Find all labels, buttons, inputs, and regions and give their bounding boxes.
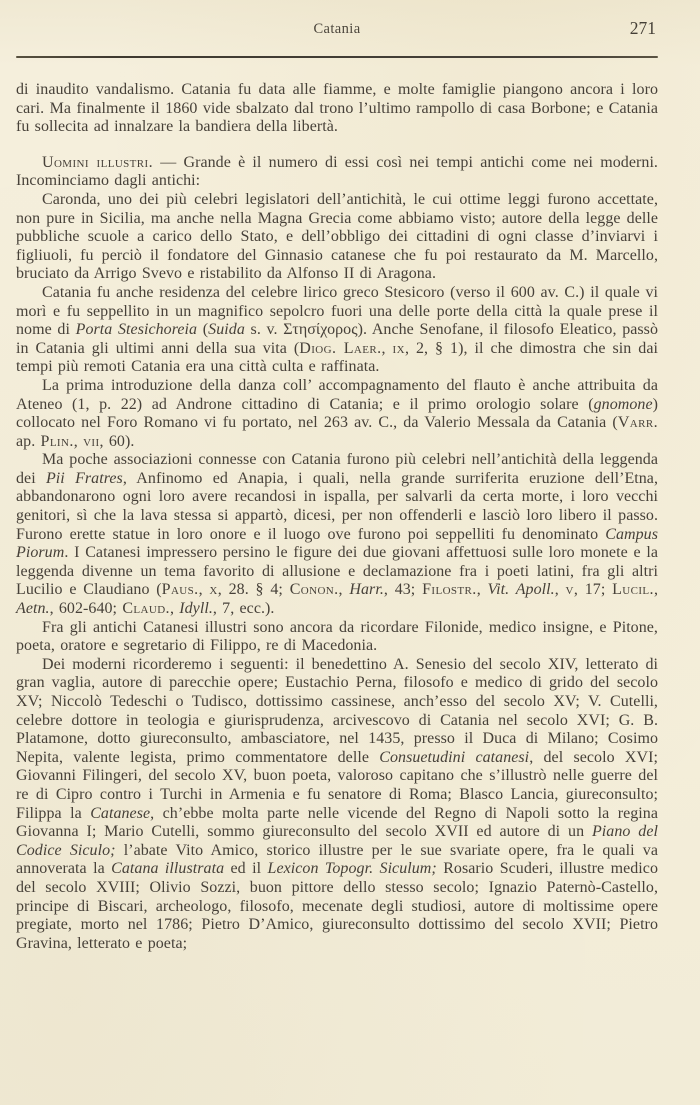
text-run: Conon. xyxy=(289,581,339,599)
paragraph xyxy=(16,81,658,137)
text-run: . I Catanesi impressero persino le figure dei due giovani affettuosi sulle loro monete e la leggenda divenne un tema favorito di allusione e declamazione fra i poeti latini, fra gli altri Lucilio e Claudiano ( xyxy=(16,544,658,599)
text-run: La prima introduzione della danza coll’ accompagnamento del flauto è anche attribuita da Ateneo (1, p. 22) ad Androne cittadino di Catania; e il primo orologio solare ( xyxy=(16,376,658,413)
text-run: — Grande è il numero di essi così nei tempi antichi come nei moderni. Incominciamo dagli antichi: xyxy=(16,153,658,190)
text-run: Filostr. xyxy=(422,581,477,599)
text-run: , xyxy=(169,600,180,618)
text-run: , xyxy=(476,581,488,599)
page-number: 271 xyxy=(629,18,656,38)
text-run: , xyxy=(653,581,659,599)
text-run: Lucil. xyxy=(612,581,654,599)
text-run: Pii Fratres xyxy=(45,469,123,487)
text-run: , 2, § 1), il che dimostra che sin dai tempi più remoti Catania era una città culta e raffinata. xyxy=(16,339,658,376)
text-run: Catania fu anche residenza del celebre lirico greco Stesicoro (verso il 600 av. C.) il quale vi morì e fu seppellito in un magnifico sepolcro fuori una delle porte della città la quale prese il nome di xyxy=(16,283,658,339)
text-run: gnomone xyxy=(593,395,653,413)
text-run: , Anfinomo ed Anapia, i quali, nella grande surriferita eruzione dell’Etna, abbandonarono ogni loro avere recandosi in ispalla, per salvarli da certa morte, i loro vecchi genitori, sì che la lava stessa si appartò, dicesi, per non offenderli e lasciò loro libero il passo. Furono erette statue in loro onore e il luogo ove furono poi seppelliti fu denominato xyxy=(16,469,659,543)
page-content xyxy=(16,0,658,953)
page-body xyxy=(16,81,658,953)
text-run: Claud. xyxy=(122,600,170,618)
text-run: Piano del Codice Siculo; xyxy=(16,823,658,859)
running-title: Catania xyxy=(313,21,361,37)
text-run: x xyxy=(209,581,218,599)
text-run: ed il xyxy=(224,860,268,878)
text-run: v xyxy=(565,581,574,599)
text-run: Suida xyxy=(208,321,245,339)
text-run: Consuetudini catanesi xyxy=(379,748,530,766)
text-run: Campus Piorum xyxy=(16,525,658,562)
text-run: Catana illustrata xyxy=(111,860,225,878)
paragraph xyxy=(16,619,658,656)
paragraph xyxy=(16,191,658,284)
text-run: , xyxy=(554,581,566,599)
text-run: di inaudito vandalismo. Catania fu data alle fiamme, e molte famiglie piangono ancora i loro cari. Ma finalmente il 1860 vide sbalzato dal trono l’ultimo rampollo di casa Borbone; e Catania fu sollecita ad innalzare la bandiera della libertà. xyxy=(16,81,658,136)
text-run: Uomini illustri. xyxy=(42,153,153,171)
text-run: ix xyxy=(392,339,405,357)
paragraph xyxy=(16,451,658,618)
text-run: Porta Stesichoreia xyxy=(75,321,198,339)
text-run: Lexicon Topogr. Siculum; xyxy=(267,860,437,878)
text-run: , del secolo XVI; Giovanni Filingeri, del secolo XV, buon poeta, valoroso capitano che s’illustrò nelle guerre del re di Cipro contro i Turchi in Armenia e fu senatore di Roma; Blasco Lancia, giureconsulto; Filippa la xyxy=(16,748,658,822)
text-run: ap. xyxy=(16,432,41,450)
text-run: ( xyxy=(197,321,209,339)
text-run: , ch’ebbe molta parte nelle vicende del Regno di Napoli sotto la regina Giovanna I; Mario Cutelli, sommo giureconsulto del secolo XVII ed autore di un xyxy=(16,804,658,841)
paragraph xyxy=(16,656,658,954)
text-run: Catanese xyxy=(90,804,151,822)
text-run: , 28. § 4; xyxy=(217,581,290,599)
text-run: , 7, ecc.). xyxy=(212,600,275,618)
text-run: l’abate Vito Amico, storico illustre per le sue svariate opere, fra le quali va annoverata la xyxy=(16,841,658,878)
text-run: , 60). xyxy=(99,432,135,450)
text-run: Fra gli antichi Catanesi illustri sono ancora da ricordare Filonide, medico insigne, e Pitone, poeta, oratore e segretario di Filippo, re di Macedonia. xyxy=(16,618,658,655)
text-run: vii xyxy=(83,432,100,450)
paragraph xyxy=(16,284,658,377)
text-run: , 43; xyxy=(383,581,423,599)
text-run: Dei moderni ricorderemo i seguenti: il benedettino A. Senesio del secolo XIV, letterato di gran vaglia, autore di parecchie opere; Eustachio Perna, filosofo e medico di grido del secolo XV; Niccolò Tedeschi o Tudisco, dottissimo cassinese, anch’esso del secolo XV; V. Cutelli, celebre dottore in teologia e giurisprudenza, arcivescovo di Catania nel secolo XVI; G. B. Platamone, dotto giureconsulto, ambasciatore, nel 1435, presso il Duca di Milano; Cosimo Nepita, valente legista, primo commentatore delle xyxy=(16,655,658,766)
text-run: , xyxy=(73,432,84,450)
text-run: , xyxy=(198,581,210,599)
text-run: Aetn. xyxy=(16,600,50,618)
text-run: , 602-640; xyxy=(49,600,123,618)
text-run: , xyxy=(381,339,393,357)
text-run: Diog. Laer. xyxy=(299,339,382,357)
text-run: Paus. xyxy=(161,581,199,599)
text-run: Vit. Apoll. xyxy=(487,581,555,599)
text-run: Ma poche associazioni connesse con Catania furono più celebri nell’antichità della leggenda dei xyxy=(16,451,658,487)
text-run: s. v. Στησίχορος). Anche Senofane, il filosofo Eleatico, passò in Catania gli ultimi anni della sua vita ( xyxy=(16,321,658,357)
paragraph xyxy=(16,377,658,451)
text-run: , 17; xyxy=(573,581,613,599)
text-run: Harr. xyxy=(349,581,384,599)
text-run: , xyxy=(338,581,350,599)
text-run: Rosario Scuderi, illustre medico del secolo XVIII; Olivio Sozzi, buon pittore dello stesso secolo; Ignazio Paternò-Castello, principe di Biscari, archeologo, filosofo, mecenate degli studiosi, autore di moltissime opere pregiate, morto nel 1786; Pietro D’Amico, giureconsulto dottissimo del secolo XVII; Pietro Gravina, letterato e poeta; xyxy=(16,860,658,952)
page-header xyxy=(16,18,658,47)
text-run: ) collocato nel Foro Romano vi fu portato, nel 263 av. C., da Valerio Messala da Catania ( xyxy=(16,395,658,432)
text-run: Plin. xyxy=(40,432,74,450)
text-run: Idyll. xyxy=(179,600,213,618)
text-run: Caronda, uno dei più celebri legislatori dell’antichità, le cui ottime leggi furono accettate, non pure in Sicilia, ma anche nella Magna Grecia come abbiamo visto; autore della legge delle pubbliche scuole a carico dello Stato, e dell’obbligo dei cittadini di ogni classe d’inviarvi i figliuoli, fu perciò il fondatore del Ginnasio catanese che fu poi restaurato da M. Marcello, bruciato da Arrigo Svevo e ristabilito da Alfonso II di Aragona. xyxy=(16,190,658,283)
text-run: Varr. xyxy=(617,414,658,432)
header-rule xyxy=(16,56,658,58)
paragraph xyxy=(16,154,658,191)
